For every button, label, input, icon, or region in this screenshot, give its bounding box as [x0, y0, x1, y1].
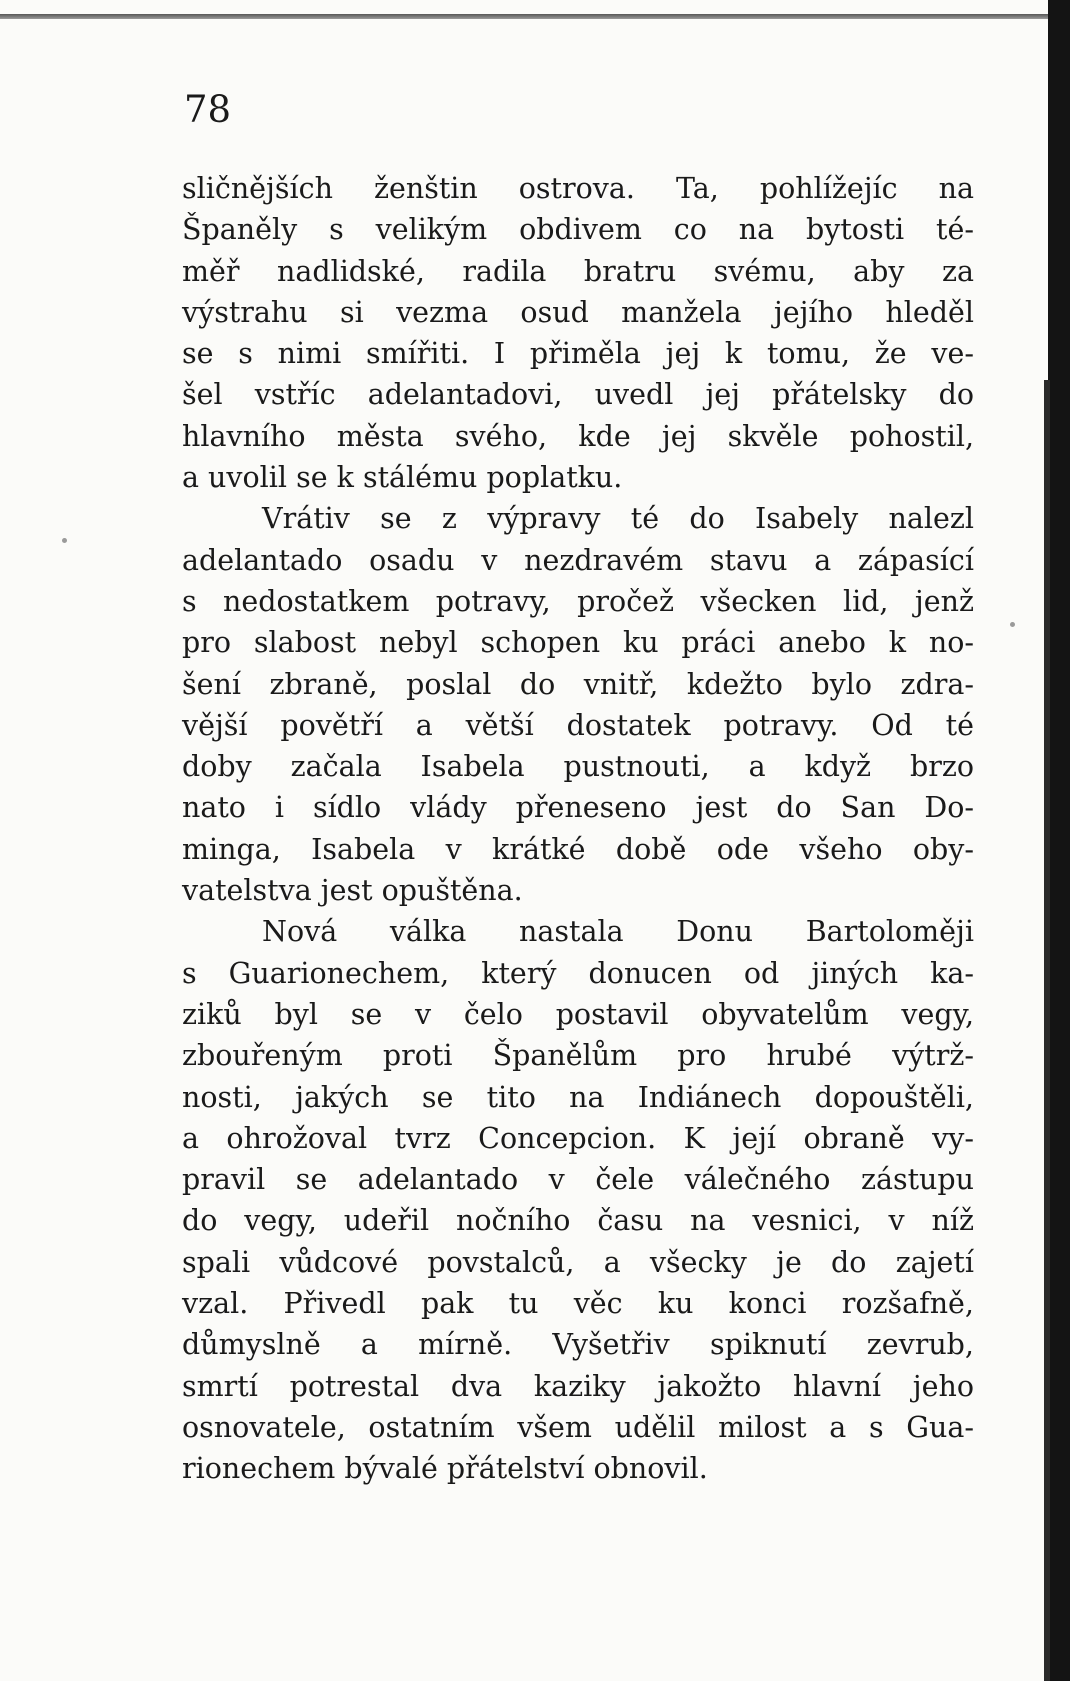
text-line: s Guarionechem, který donucen od jiných ka-	[182, 956, 974, 990]
text-line: se s nimi smířiti. I přiměla jej k tomu, že ve-	[182, 337, 974, 371]
text-line: smrtí potrestal dva kaziky jakožto hlavní jeho	[182, 1369, 974, 1403]
text-line: šel vstříc adelantadovi, uvedl jej přátelsky do	[182, 378, 974, 412]
paper-speck	[1010, 622, 1015, 627]
text-line: hlavního města svého, kde jej skvěle pohostil,	[182, 419, 974, 453]
text-line: zbouřeným proti Španělům pro hrubé výtrž-	[182, 1039, 974, 1073]
text-line: osnovatele, ostatním všem udělil milost a s Gua-	[182, 1410, 974, 1444]
text-line: a ohrožoval tvrz Concepcion. K její obraně vy-	[182, 1121, 974, 1155]
page-number: 78	[184, 88, 232, 131]
text-line: pro slabost nebyl schopen ku práci anebo k no-	[182, 626, 974, 660]
text-line: spali vůdcové povstalců, a všecky je do zajetí	[182, 1245, 974, 1279]
body-text	[182, 168, 974, 1490]
text-line: vatelstva jest opuštěna.	[182, 874, 523, 908]
text-line: doby začala Isabela pustnouti, a když brzo	[182, 750, 974, 784]
text-line: výstrahu si vezma osud manžela jejího hleděl	[182, 295, 974, 329]
text-line: sličnějších ženštin ostrova. Ta, pohlížejíc na	[182, 172, 974, 205]
text-line: důmyslně a mírně. Vyšetřiv spiknutí zevrub,	[182, 1328, 974, 1362]
text-line: do vegy, udeřil nočního času na vesnici, v níž	[182, 1204, 974, 1238]
text-line: vzal. Přivedl pak tu věc ku konci rozšafně,	[182, 1287, 974, 1321]
text-line: nosti, jakých se tito na Indiánech dopouštěli,	[182, 1080, 974, 1114]
text-line: ziků byl se v čelo postavil obyvatelům vegy,	[182, 997, 974, 1031]
page-top-edge-shadow	[0, 14, 1048, 19]
text-line: Španěly s velikým obdivem co na bytosti té-	[182, 213, 974, 247]
text-line: pravil se adelantado v čele válečného zástupu	[182, 1163, 974, 1197]
text-line: rionechem bývalé přátelství obnovil.	[182, 1452, 708, 1486]
paragraph-first-line: Vrátiv se z výpravy té do Isabely nalezl	[262, 502, 974, 536]
text-line: adelantado osadu v nezdravém stavu a zápasící	[182, 543, 974, 577]
page-right-edge	[1048, 0, 1070, 1681]
text-line: a uvolil se k stálému poplatku.	[182, 461, 623, 495]
text-line: vější povětří a větší dostatek potravy. Od té	[182, 708, 974, 742]
text-line: s nedostatkem potravy, pročež všecken lid, jenž	[182, 584, 974, 618]
text-line: minga, Isabela v krátké době ode všeho oby-	[182, 832, 974, 866]
paragraph-first-line: Nová válka nastala Donu Bartoloměji	[262, 915, 974, 949]
page-gutter-shadow	[1044, 380, 1050, 1681]
text-line: měř nadlidské, radila bratru svému, aby za	[182, 254, 974, 288]
text-line: šení zbraně, poslal do vnitř, kdežto bylo zdra-	[182, 667, 974, 701]
text-line: nato i sídlo vlády přeneseno jest do San Do-	[182, 791, 974, 825]
paper-speck	[62, 538, 67, 543]
